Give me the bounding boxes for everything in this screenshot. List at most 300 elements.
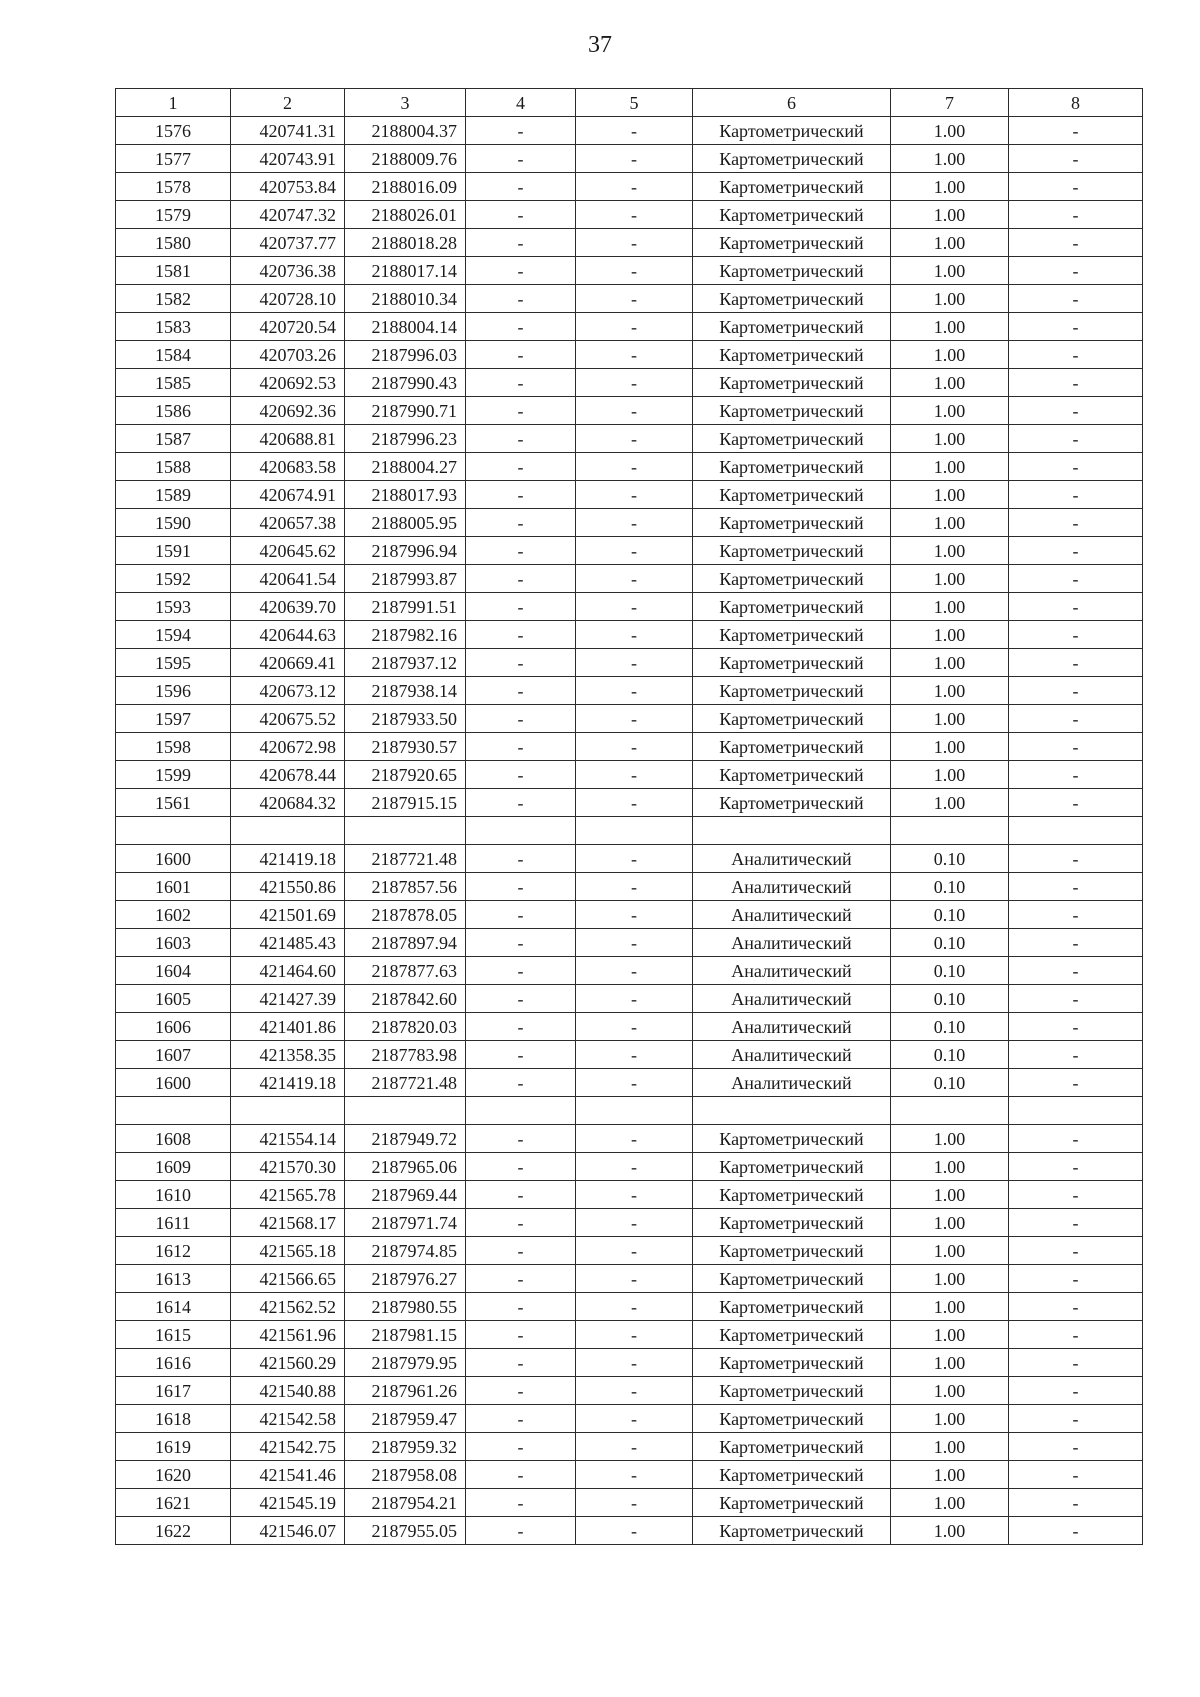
point-number-cell: 1583 [116,313,231,341]
column-5-cell: - [576,173,693,201]
column-8-cell: - [1009,789,1143,817]
column-5-cell: - [576,425,693,453]
column-4-cell: - [466,1349,576,1377]
page-number: 37 [588,32,612,58]
table-row [116,1013,1143,1041]
accuracy-cell: 0.10 [891,957,1009,985]
x-coordinate-cell: 421541.46 [231,1461,345,1489]
column-4-cell: - [466,873,576,901]
y-coordinate-cell: 2187996.03 [345,341,466,369]
y-coordinate-cell: 2187721.48 [345,845,466,873]
column-4-cell: - [466,453,576,481]
column-5-cell: - [576,565,693,593]
column-8-cell: - [1009,201,1143,229]
column-8-cell: - [1009,1433,1143,1461]
column-header: 2 [231,89,345,117]
column-4-cell: - [466,761,576,789]
column-8-cell: - [1009,1349,1143,1377]
y-coordinate-cell: 2187982.16 [345,621,466,649]
column-4-cell: - [466,1321,576,1349]
y-coordinate-cell: 2187971.74 [345,1209,466,1237]
x-coordinate-cell: 420692.36 [231,397,345,425]
column-8-cell: - [1009,565,1143,593]
x-coordinate-cell: 421401.86 [231,1013,345,1041]
point-number-cell: 1620 [116,1461,231,1489]
column-4-cell: - [466,1265,576,1293]
point-number-cell: 1588 [116,453,231,481]
x-coordinate-cell: 420657.38 [231,509,345,537]
point-number-cell: 1589 [116,481,231,509]
column-5-cell: - [576,789,693,817]
x-coordinate-cell: 421550.86 [231,873,345,901]
y-coordinate-cell: 2187938.14 [345,677,466,705]
x-coordinate-cell: 421540.88 [231,1377,345,1405]
table-row [116,1489,1143,1517]
method-cell: Картометрический [693,369,891,397]
table-row [116,1461,1143,1489]
method-cell: Картометрический [693,1433,891,1461]
x-coordinate-cell: 421546.07 [231,1517,345,1545]
point-number-cell: 1613 [116,1265,231,1293]
column-8-cell: - [1009,397,1143,425]
y-coordinate-cell: 2187979.95 [345,1349,466,1377]
x-coordinate-cell: 420688.81 [231,425,345,453]
column-8-cell: - [1009,1265,1143,1293]
column-8-cell: - [1009,481,1143,509]
column-5-cell: - [576,1265,693,1293]
method-cell: Картометрический [693,313,891,341]
column-header: 7 [891,89,1009,117]
x-coordinate-cell: 420683.58 [231,453,345,481]
column-8-cell: - [1009,1181,1143,1209]
column-8-cell: - [1009,1069,1143,1097]
point-number-cell: 1591 [116,537,231,565]
column-4-cell: - [466,1041,576,1069]
method-cell: Аналитический [693,1069,891,1097]
column-4-cell: - [466,173,576,201]
point-number-cell: 1618 [116,1405,231,1433]
method-cell: Аналитический [693,929,891,957]
accuracy-cell: 1.00 [891,621,1009,649]
accuracy-cell: 1.00 [891,761,1009,789]
y-coordinate-cell: 2187955.05 [345,1517,466,1545]
point-number-cell: 1607 [116,1041,231,1069]
y-coordinate-cell: 2187954.21 [345,1489,466,1517]
x-coordinate-cell: 421565.18 [231,1237,345,1265]
y-coordinate-cell: 2187933.50 [345,705,466,733]
point-number-cell: 1597 [116,705,231,733]
column-5-cell: - [576,929,693,957]
column-4-cell: - [466,397,576,425]
method-cell: Картометрический [693,565,891,593]
x-coordinate-cell: 421358.35 [231,1041,345,1069]
method-cell: Картометрический [693,1293,891,1321]
coordinates-table [115,88,1143,1545]
table-row [116,509,1143,537]
column-8-cell: - [1009,1489,1143,1517]
column-4-cell: - [466,649,576,677]
point-number-cell: 1582 [116,285,231,313]
point-number-cell: 1593 [116,593,231,621]
column-8-cell: - [1009,1461,1143,1489]
x-coordinate-cell: 420678.44 [231,761,345,789]
column-8-cell: - [1009,985,1143,1013]
x-coordinate-cell: 420645.62 [231,537,345,565]
x-coordinate-cell: 420737.77 [231,229,345,257]
column-8-cell: - [1009,257,1143,285]
column-4-cell: - [466,257,576,285]
column-5-cell: - [576,761,693,789]
table-row [116,1517,1143,1545]
point-number-cell: 1612 [116,1237,231,1265]
table-row [116,565,1143,593]
point-number-cell: 1619 [116,1433,231,1461]
method-cell: Аналитический [693,985,891,1013]
accuracy-cell: 1.00 [891,733,1009,761]
method-cell: Картометрический [693,257,891,285]
column-8-cell: - [1009,621,1143,649]
column-4-cell: - [466,117,576,145]
method-cell: Картометрический [693,677,891,705]
table-row [116,1209,1143,1237]
x-coordinate-cell: 421568.17 [231,1209,345,1237]
x-coordinate-cell: 420684.32 [231,789,345,817]
accuracy-cell [891,1097,1009,1125]
table-row [116,1405,1143,1433]
accuracy-cell: 1.00 [891,117,1009,145]
column-8-cell: - [1009,901,1143,929]
point-number-cell: 1610 [116,1181,231,1209]
table-row [116,313,1143,341]
column-5-cell: - [576,313,693,341]
column-5-cell: - [576,201,693,229]
point-number-cell: 1615 [116,1321,231,1349]
y-coordinate-cell: 2187990.71 [345,397,466,425]
column-4-cell: - [466,509,576,537]
table-row [116,1237,1143,1265]
x-coordinate-cell: 420669.41 [231,649,345,677]
accuracy-cell: 0.10 [891,873,1009,901]
point-number-cell: 1621 [116,1489,231,1517]
accuracy-cell: 1.00 [891,481,1009,509]
table-row [116,145,1143,173]
y-coordinate-cell: 2188004.14 [345,313,466,341]
column-8-cell: - [1009,845,1143,873]
method-cell: Картометрический [693,1265,891,1293]
accuracy-cell: 0.10 [891,901,1009,929]
column-5-cell: - [576,1237,693,1265]
x-coordinate-cell: 421570.30 [231,1153,345,1181]
column-8-cell [1009,1097,1143,1125]
column-5-cell: - [576,481,693,509]
method-cell: Картометрический [693,397,891,425]
column-4-cell: - [466,1209,576,1237]
point-number-cell: 1576 [116,117,231,145]
table-row [116,1041,1143,1069]
column-8-cell: - [1009,1377,1143,1405]
accuracy-cell: 1.00 [891,1237,1009,1265]
column-4-cell: - [466,901,576,929]
method-cell: Картометрический [693,1517,891,1545]
accuracy-cell: 0.10 [891,985,1009,1013]
table-row [116,593,1143,621]
x-coordinate-cell [231,817,345,845]
column-8-cell: - [1009,117,1143,145]
column-4-cell: - [466,593,576,621]
column-4-cell: - [466,145,576,173]
point-number-cell: 1599 [116,761,231,789]
x-coordinate-cell: 420673.12 [231,677,345,705]
method-cell: Картометрический [693,1181,891,1209]
method-cell [693,1097,891,1125]
column-8-cell: - [1009,677,1143,705]
column-4-cell: - [466,1489,576,1517]
method-cell: Аналитический [693,1013,891,1041]
method-cell: Картометрический [693,1349,891,1377]
method-cell: Картометрический [693,1377,891,1405]
accuracy-cell: 1.00 [891,677,1009,705]
column-5-cell: - [576,1349,693,1377]
column-5-cell: - [576,593,693,621]
column-4-cell: - [466,1069,576,1097]
table-row [116,929,1143,957]
point-number-cell: 1595 [116,649,231,677]
table-row [116,705,1143,733]
table-row [116,285,1143,313]
column-8-cell: - [1009,1321,1143,1349]
column-5-cell [576,1097,693,1125]
method-cell: Картометрический [693,621,891,649]
column-4-cell: - [466,621,576,649]
point-number-cell: 1596 [116,677,231,705]
table-row [116,1349,1143,1377]
column-5-cell: - [576,845,693,873]
point-number-cell: 1616 [116,1349,231,1377]
y-coordinate-cell: 2187783.98 [345,1041,466,1069]
accuracy-cell: 0.10 [891,845,1009,873]
y-coordinate-cell: 2187991.51 [345,593,466,621]
column-5-cell: - [576,145,693,173]
column-5-cell [576,817,693,845]
column-5-cell: - [576,1433,693,1461]
table-row [116,985,1143,1013]
y-coordinate-cell: 2188005.95 [345,509,466,537]
accuracy-cell: 1.00 [891,1293,1009,1321]
table-row [116,117,1143,145]
table-row [116,1181,1143,1209]
column-5-cell: - [576,649,693,677]
point-number-cell: 1587 [116,425,231,453]
column-5-cell: - [576,733,693,761]
method-cell: Картометрический [693,1321,891,1349]
method-cell: Картометрический [693,1153,891,1181]
method-cell: Картометрический [693,1489,891,1517]
y-coordinate-cell: 2187961.26 [345,1377,466,1405]
y-coordinate-cell: 2187897.94 [345,929,466,957]
x-coordinate-cell: 420674.91 [231,481,345,509]
accuracy-cell: 1.00 [891,1349,1009,1377]
point-number-cell: 1577 [116,145,231,173]
accuracy-cell: 1.00 [891,313,1009,341]
table-row [116,873,1143,901]
column-8-cell: - [1009,957,1143,985]
column-4-cell: - [466,1405,576,1433]
table-row [116,229,1143,257]
y-coordinate-cell: 2187920.65 [345,761,466,789]
method-cell: Картометрический [693,649,891,677]
x-coordinate-cell: 421560.29 [231,1349,345,1377]
accuracy-cell: 1.00 [891,145,1009,173]
column-5-cell: - [576,1209,693,1237]
table-row [116,1293,1143,1321]
column-8-cell: - [1009,1153,1143,1181]
method-cell: Картометрический [693,1209,891,1237]
column-4-cell: - [466,1517,576,1545]
column-header: 4 [466,89,576,117]
column-4-cell [466,817,576,845]
table-row [116,397,1143,425]
y-coordinate-cell: 2187915.15 [345,789,466,817]
column-4-cell: - [466,705,576,733]
x-coordinate-cell: 421427.39 [231,985,345,1013]
column-8-cell: - [1009,593,1143,621]
point-number-cell: 1592 [116,565,231,593]
table-row [116,761,1143,789]
accuracy-cell: 1.00 [891,425,1009,453]
x-coordinate-cell: 420736.38 [231,257,345,285]
x-coordinate-cell: 421554.14 [231,1125,345,1153]
method-cell: Картометрический [693,789,891,817]
y-coordinate-cell: 2188016.09 [345,173,466,201]
accuracy-cell: 1.00 [891,509,1009,537]
table-row [116,845,1143,873]
accuracy-cell: 1.00 [891,453,1009,481]
accuracy-cell: 1.00 [891,1489,1009,1517]
column-8-cell: - [1009,313,1143,341]
accuracy-cell: 1.00 [891,1461,1009,1489]
accuracy-cell: 1.00 [891,1209,1009,1237]
method-cell: Аналитический [693,845,891,873]
column-8-cell: - [1009,761,1143,789]
x-coordinate-cell: 421542.75 [231,1433,345,1461]
y-coordinate-cell: 2188017.93 [345,481,466,509]
column-8-cell: - [1009,1041,1143,1069]
column-5-cell: - [576,453,693,481]
column-8-cell [1009,817,1143,845]
column-4-cell: - [466,929,576,957]
column-5-cell: - [576,1517,693,1545]
x-coordinate-cell: 421542.58 [231,1405,345,1433]
point-number-cell: 1581 [116,257,231,285]
x-coordinate-cell: 421565.78 [231,1181,345,1209]
column-8-cell: - [1009,425,1143,453]
x-coordinate-cell: 420728.10 [231,285,345,313]
point-number-cell: 1580 [116,229,231,257]
table-row [116,957,1143,985]
accuracy-cell: 1.00 [891,285,1009,313]
table-row [116,341,1143,369]
y-coordinate-cell: 2187721.48 [345,1069,466,1097]
accuracy-cell: 1.00 [891,593,1009,621]
column-5-cell: - [576,901,693,929]
column-5-cell: - [576,537,693,565]
column-8-cell: - [1009,929,1143,957]
table-row [116,453,1143,481]
point-number-cell: 1578 [116,173,231,201]
point-number-cell: 1609 [116,1153,231,1181]
column-8-cell: - [1009,537,1143,565]
column-5-cell: - [576,873,693,901]
column-5-cell: - [576,1181,693,1209]
column-4-cell: - [466,313,576,341]
point-number-cell: 1561 [116,789,231,817]
accuracy-cell: 1.00 [891,789,1009,817]
column-4-cell: - [466,285,576,313]
accuracy-cell: 1.00 [891,173,1009,201]
y-coordinate-cell: 2188017.14 [345,257,466,285]
column-4-cell: - [466,1293,576,1321]
column-5-cell: - [576,677,693,705]
accuracy-cell: 1.00 [891,649,1009,677]
method-cell: Картометрический [693,733,891,761]
column-8-cell: - [1009,1405,1143,1433]
column-4-cell: - [466,985,576,1013]
column-8-cell: - [1009,509,1143,537]
method-cell [693,817,891,845]
column-5-cell: - [576,1461,693,1489]
y-coordinate-cell: 2187996.94 [345,537,466,565]
method-cell: Картометрический [693,341,891,369]
accuracy-cell: 1.00 [891,1321,1009,1349]
column-8-cell: - [1009,173,1143,201]
column-5-cell: - [576,397,693,425]
x-coordinate-cell: 421561.96 [231,1321,345,1349]
point-number-cell: 1579 [116,201,231,229]
column-4-cell: - [466,957,576,985]
accuracy-cell: 1.00 [891,1517,1009,1545]
point-number-cell: 1585 [116,369,231,397]
table-row [116,649,1143,677]
x-coordinate-cell: 421562.52 [231,1293,345,1321]
column-5-cell: - [576,1125,693,1153]
method-cell: Картометрический [693,117,891,145]
x-coordinate-cell: 420720.54 [231,313,345,341]
y-coordinate-cell: 2187990.43 [345,369,466,397]
column-4-cell: - [466,201,576,229]
x-coordinate-cell: 421545.19 [231,1489,345,1517]
column-8-cell: - [1009,1517,1143,1545]
table-body [116,89,1143,1545]
accuracy-cell: 1.00 [891,1377,1009,1405]
y-coordinate-cell: 2187965.06 [345,1153,466,1181]
y-coordinate-cell: 2188004.37 [345,117,466,145]
column-5-cell: - [576,117,693,145]
x-coordinate-cell: 421566.65 [231,1265,345,1293]
table-row [116,1265,1143,1293]
column-4-cell: - [466,677,576,705]
column-8-cell: - [1009,341,1143,369]
x-coordinate-cell: 420692.53 [231,369,345,397]
column-5-cell: - [576,957,693,985]
table-header-row [116,89,1143,117]
column-4-cell: - [466,425,576,453]
x-coordinate-cell: 421464.60 [231,957,345,985]
column-header: 6 [693,89,891,117]
point-number-cell: 1602 [116,901,231,929]
column-5-cell: - [576,1069,693,1097]
y-coordinate-cell: 2188009.76 [345,145,466,173]
column-4-cell [466,1097,576,1125]
